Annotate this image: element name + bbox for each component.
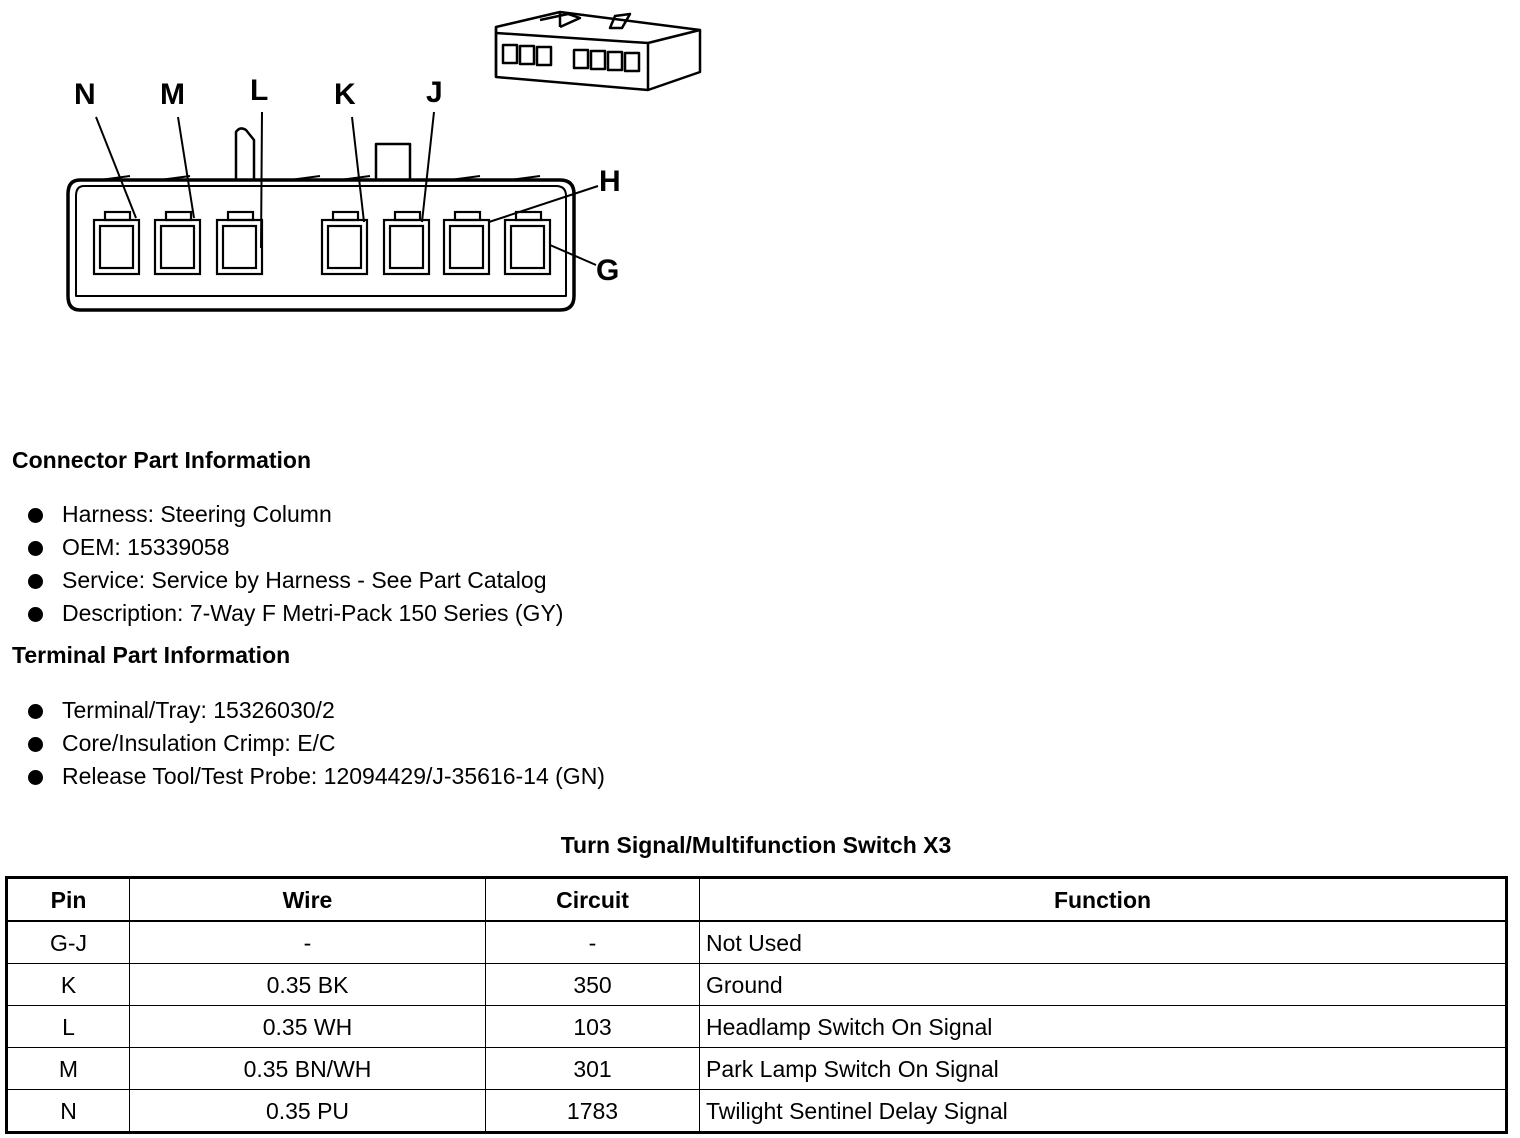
cavity-m — [155, 212, 200, 274]
cell-function: Not Used — [700, 921, 1507, 964]
bullet-icon — [28, 737, 43, 752]
pin-label-h: H — [599, 165, 621, 198]
table-row — [7, 921, 1507, 964]
connector-info-harness: Harness: Steering Column — [62, 501, 332, 527]
cell-wire: - — [130, 921, 486, 964]
cell-pin: N — [7, 1090, 130, 1133]
cell-pin: K — [7, 964, 130, 1006]
cell-pin: L — [7, 1006, 130, 1048]
cell-wire: 0.35 PU — [130, 1090, 486, 1133]
cavity-l — [217, 212, 262, 274]
table-row — [7, 964, 1507, 1006]
pin-label-n: N — [74, 78, 96, 111]
bullet-icon — [28, 704, 43, 719]
connector-diagram — [0, 0, 760, 340]
terminal-info-list — [28, 696, 605, 795]
bullet-icon — [28, 574, 43, 589]
connector-iso-view — [496, 12, 700, 90]
bullet-icon — [28, 607, 43, 622]
header-pin: Pin — [7, 878, 130, 922]
header-circuit: Circuit — [486, 878, 700, 922]
pin-label-l: L — [250, 74, 269, 107]
cavity-h — [444, 212, 489, 274]
cell-wire: 0.35 BN/WH — [130, 1048, 486, 1090]
table-header-row — [7, 878, 1507, 922]
terminal-info-release-tool: Release Tool/Test Probe: 12094429/J-35616-14 (GN) — [62, 763, 605, 789]
cell-function: Twilight Sentinel Delay Signal — [700, 1090, 1507, 1133]
cell-circuit: 1783 — [486, 1090, 700, 1133]
cell-wire: 0.35 WH — [130, 1006, 486, 1048]
terminal-info-crimp: Core/Insulation Crimp: E/C — [62, 730, 336, 756]
cell-pin: G-J — [7, 921, 130, 964]
header-wire: Wire — [130, 878, 486, 922]
pin-label-k: K — [334, 78, 356, 111]
cavity-k — [322, 212, 367, 274]
list-item — [28, 566, 563, 599]
cell-wire: 0.35 BK — [130, 964, 486, 1006]
cell-circuit: 103 — [486, 1006, 700, 1048]
pin-table — [5, 876, 1508, 1134]
connector-info-oem: OEM: 15339058 — [62, 534, 230, 560]
bullet-icon — [28, 770, 43, 785]
cell-circuit: - — [486, 921, 700, 964]
list-item — [28, 729, 605, 762]
cell-circuit: 301 — [486, 1048, 700, 1090]
connector-info-service: Service: Service by Harness - See Part Catalog — [62, 567, 547, 593]
cell-function: Headlamp Switch On Signal — [700, 1006, 1507, 1048]
pin-leader-lines — [96, 112, 598, 265]
connector-info-heading: Connector Part Information — [12, 447, 312, 473]
cavity-g — [505, 212, 550, 274]
list-item — [28, 696, 605, 729]
list-item — [28, 500, 563, 533]
table-row — [7, 1048, 1507, 1090]
cell-pin: M — [7, 1048, 130, 1090]
list-item — [28, 762, 605, 795]
list-item — [28, 599, 563, 632]
bullet-icon — [28, 541, 43, 556]
list-item — [28, 533, 563, 566]
connector-info-description: Description: 7-Way F Metri-Pack 150 Series (GY) — [62, 600, 564, 626]
pin-table-title: Turn Signal/Multifunction Switch X3 — [560, 832, 952, 858]
bullet-icon — [28, 508, 43, 523]
pin-cavities — [94, 212, 550, 274]
pin-label-g: G — [596, 254, 620, 287]
terminal-info-tray: Terminal/Tray: 15326030/2 — [62, 697, 335, 723]
terminal-info-heading: Terminal Part Information — [12, 642, 291, 668]
table-row — [7, 1006, 1507, 1048]
cell-function: Park Lamp Switch On Signal — [700, 1048, 1507, 1090]
connector-info-list — [28, 500, 563, 632]
header-function: Function — [700, 878, 1507, 922]
cell-circuit: 350 — [486, 964, 700, 1006]
pin-label-m: M — [160, 78, 185, 111]
pin-label-j: J — [426, 76, 443, 109]
table-row — [7, 1090, 1507, 1133]
cell-function: Ground — [700, 964, 1507, 1006]
cavity-n — [94, 212, 139, 274]
